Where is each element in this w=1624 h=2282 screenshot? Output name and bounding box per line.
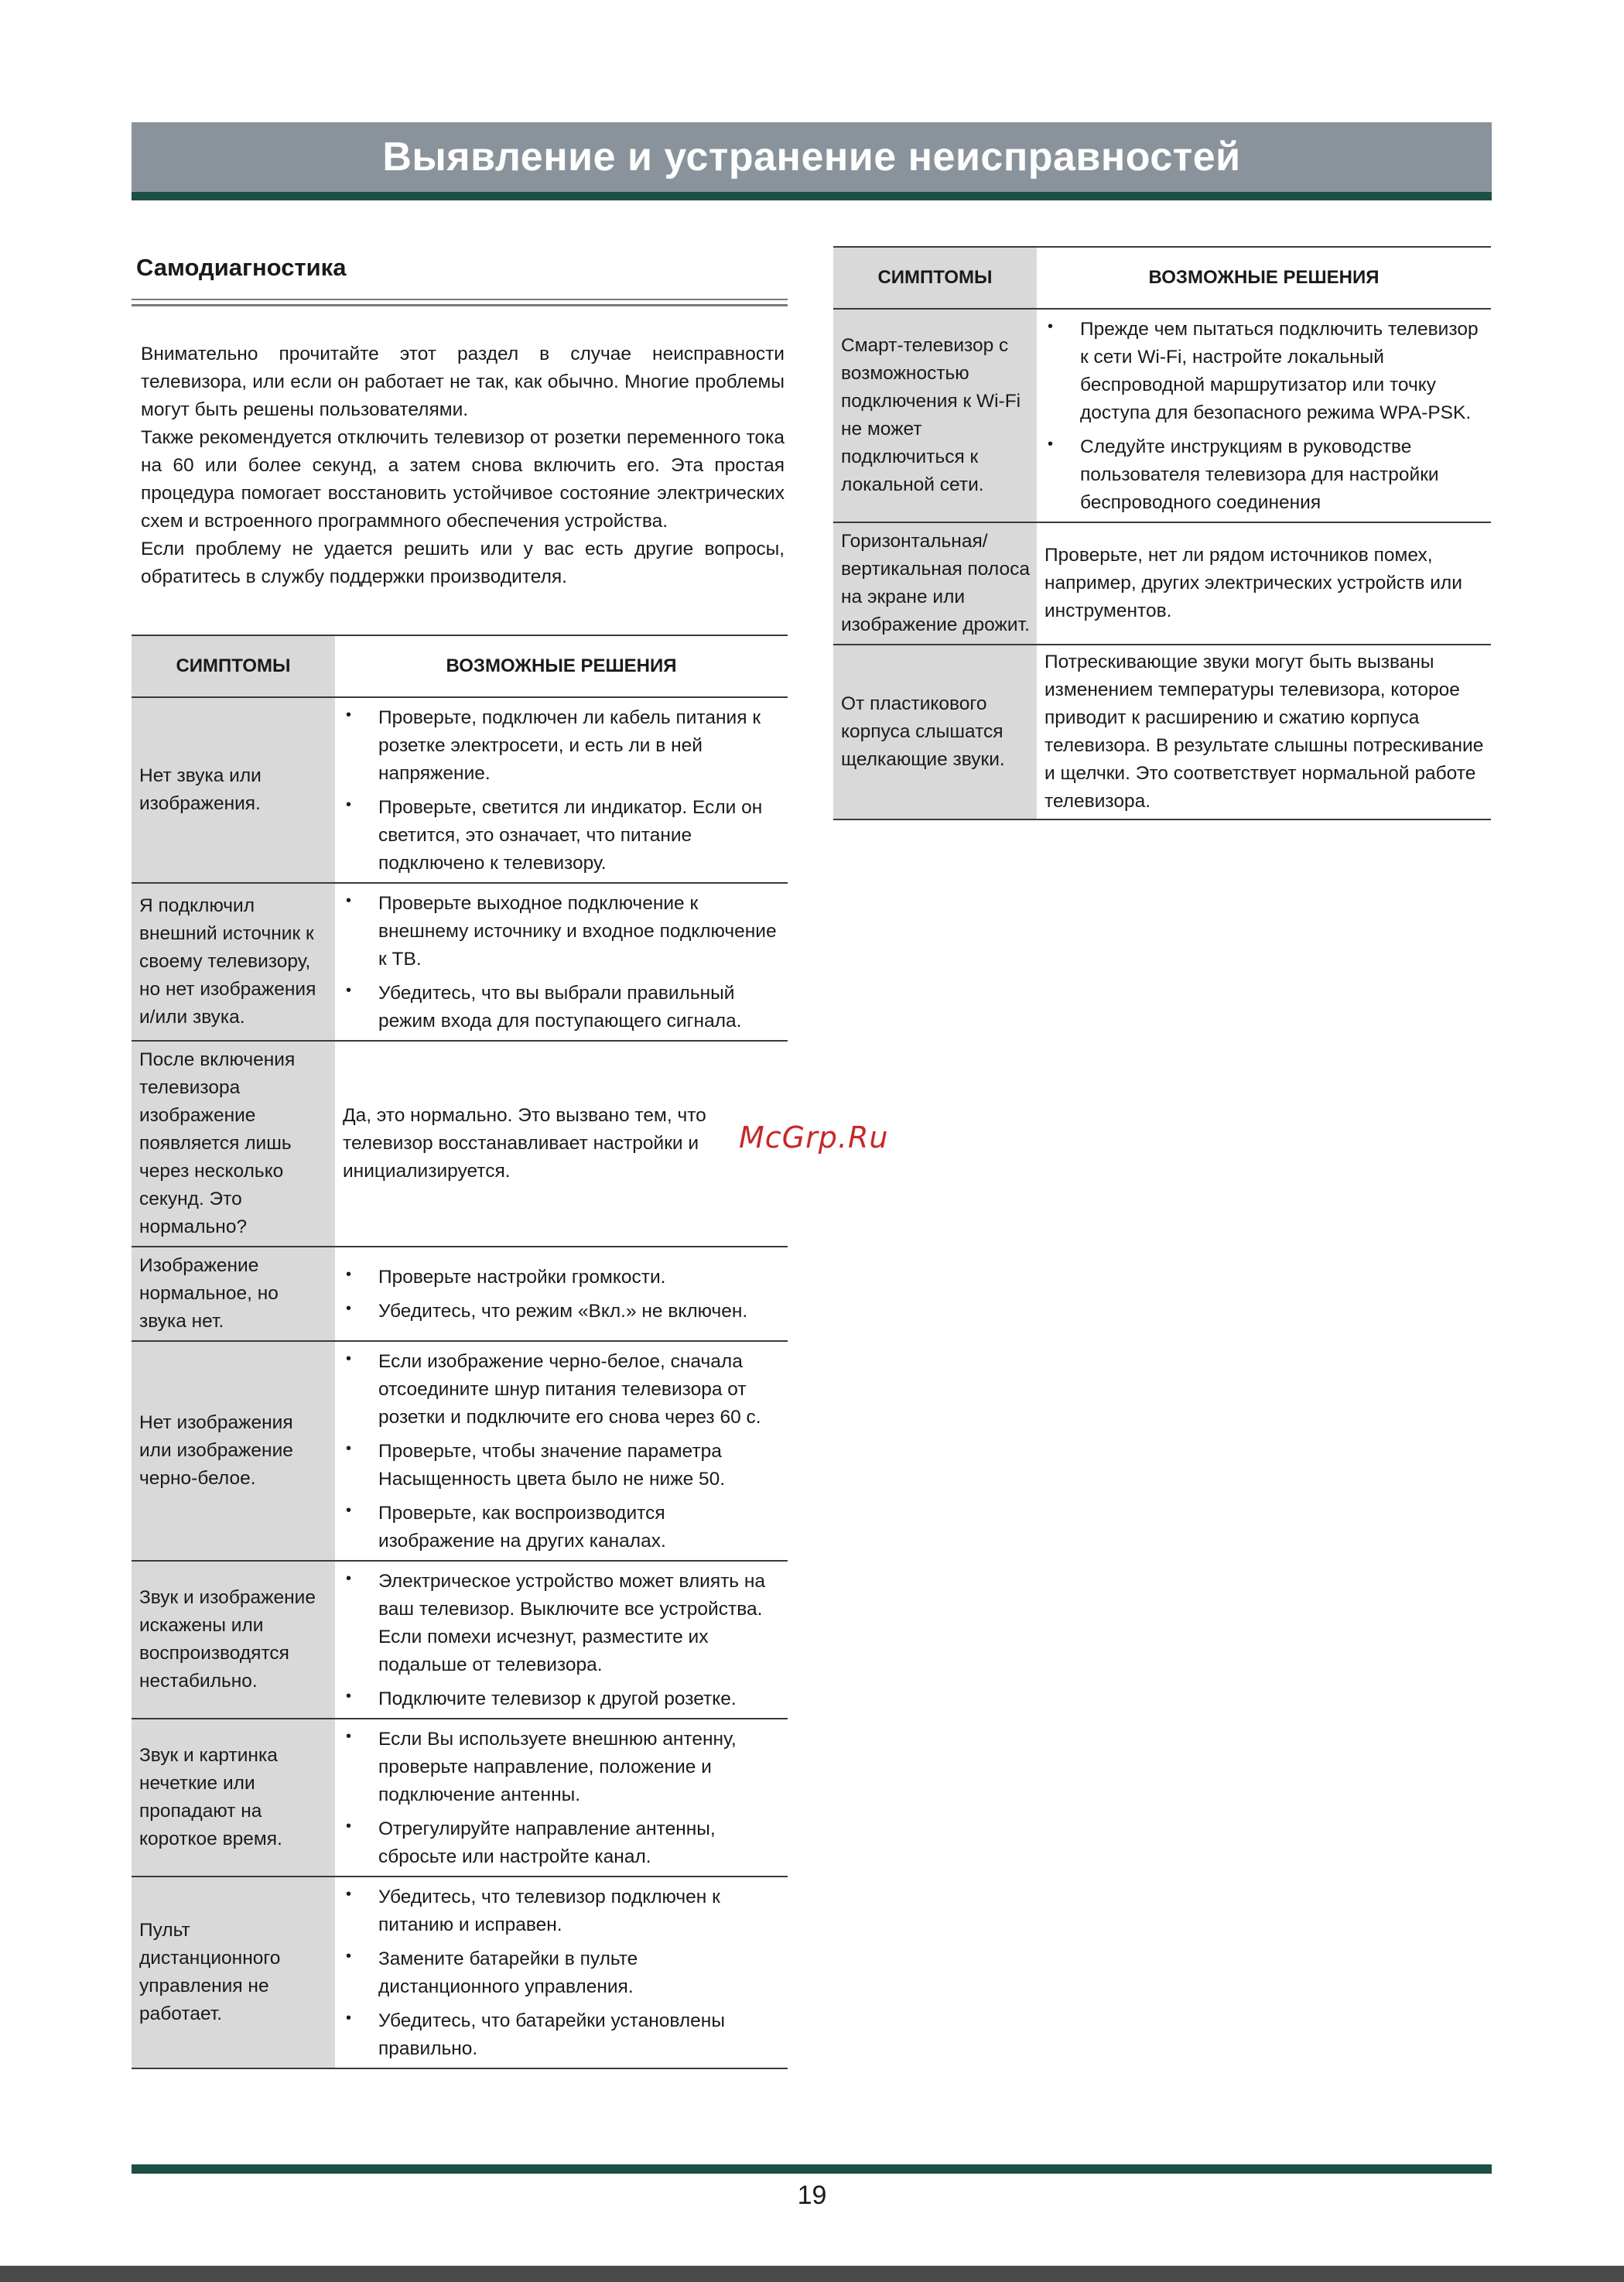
symptom-cell: Я подключил внешний источник к своему телевизору, но нет изображения и/или звука.	[132, 883, 335, 1041]
solution-item: • Проверьте, подключен ли кабель питания к розетке электросети, и есть ли в ней напряжение.	[343, 704, 781, 788]
solution-item: • Проверьте, чтобы значение параметра Насыщенность цвета было не ниже 50.	[343, 1438, 781, 1493]
solution-cell	[335, 1041, 788, 1247]
footer-rule	[132, 2164, 1492, 2174]
symptom-cell: От пластикового корпуса слышатся щелкающие звуки.	[833, 645, 1037, 819]
table-row	[833, 309, 1491, 522]
table-row	[132, 1561, 788, 1719]
header-solutions: ВОЗМОЖНЫЕ РЕШЕНИЯ	[1037, 247, 1491, 309]
left-column	[132, 246, 788, 2069]
solution-text: Проверьте, нет ли рядом источников помех, например, других электрических устройств или инструментов.	[1044, 545, 1462, 621]
header-solutions: ВОЗМОЖНЫЕ РЕШЕНИЯ	[335, 635, 788, 697]
symptom-cell: После включения телевизора изображение появляется лишь через несколько секунд. Это нормально?	[132, 1041, 335, 1247]
solution-cell	[1037, 309, 1491, 522]
table-row	[132, 1719, 788, 1877]
symptom-cell: Нет изображения или изображение черно-белое.	[132, 1341, 335, 1561]
section-divider	[132, 299, 788, 306]
solution-cell	[1037, 522, 1491, 645]
table-row	[132, 1341, 788, 1561]
solution-list	[343, 1726, 781, 1871]
symptom-cell: Звук и изображение искажены или воспроизводятся нестабильно.	[132, 1561, 335, 1719]
solution-item: • Проверьте, светится ли индикатор. Если он светится, это означает, что питание подключено к телевизору.	[343, 794, 781, 878]
solution-item: • Проверьте настройки громкости.	[343, 1264, 781, 1292]
solution-list	[343, 1883, 781, 2063]
symptom-cell: Смарт-телевизор с возможностью подключения к Wi-Fi не может подключиться к локальной сети.	[833, 309, 1037, 522]
solution-cell	[1037, 645, 1491, 819]
intro-paragraph: Также рекомендуется отключить телевизор от розетки переменного тока на 60 или более секунд, а затем снова включить его. Эта простая процедура помогает восстановить устойчивое состояние электрических схем и встроенного программного обеспечения устройства.	[141, 427, 785, 532]
header-banner	[132, 122, 1492, 200]
page-title: Выявление и устранение неисправностей	[382, 135, 1241, 180]
solution-item: • Следуйте инструкциям в руководстве пользователя телевизора для настройки беспроводного соединения	[1044, 433, 1485, 517]
table-row	[132, 883, 788, 1041]
solution-cell	[335, 1561, 788, 1719]
table-row	[833, 645, 1491, 819]
solution-text: Да, это нормально. Это вызвано тем, что телевизор восстанавливает настройки и инициализируется.	[343, 1105, 706, 1182]
table-row	[132, 1247, 788, 1341]
solution-item: • Убедитесь, что телевизор подключен к питанию и исправен.	[343, 1883, 781, 1939]
solution-cell	[335, 1719, 788, 1877]
solution-list	[343, 704, 781, 878]
table-row	[132, 1877, 788, 2068]
solution-list	[343, 1568, 781, 1713]
solution-item: • Проверьте, как воспроизводится изображение на других каналах.	[343, 1500, 781, 1555]
troubleshooting-table-right	[833, 246, 1491, 820]
section-title: Самодиагностика	[136, 254, 347, 281]
solution-item: • Прежде чем пытаться подключить телевизор к сети Wi-Fi, настройте локальный беспроводной маршрутизатор или точку доступа для безопасного режима WPA-PSK.	[1044, 316, 1485, 427]
symptom-cell: Звук и картинка нечеткие или пропадают на короткое время.	[132, 1719, 335, 1877]
symptom-cell: Горизонтальная/ вертикальная полоса на экране или изображение дрожит.	[833, 522, 1037, 645]
symptom-cell: Изображение нормальное, но звука нет.	[132, 1247, 335, 1341]
solution-cell	[335, 1247, 788, 1341]
bottom-strip	[0, 2266, 1624, 2282]
solution-item: • Убедитесь, что вы выбрали правильный режим входа для поступающего сигнала.	[343, 980, 781, 1035]
solution-list	[1044, 316, 1485, 517]
table-header-row	[132, 635, 788, 697]
header-symptoms: СИМПТОМЫ	[132, 635, 335, 697]
table-row	[132, 697, 788, 883]
solution-item: • Если изображение черно-белое, сначала отсоедините шнур питания телевизора от розетки и подключите его снова через 60 с.	[343, 1348, 781, 1432]
solution-item: • Проверьте выходное подключение к внешнему источнику и входное подключение к ТВ.	[343, 890, 781, 973]
solution-list	[343, 890, 781, 1035]
troubleshooting-table-left	[132, 635, 788, 2069]
solution-item: • Отрегулируйте направление антенны, сбросьте или настройте канал.	[343, 1815, 781, 1871]
table-row	[833, 522, 1491, 645]
solution-text: Потрескивающие звуки могут быть вызваны изменением температуры телевизора, которое приводит к расширению и сжатию корпуса телевизора. В результате слышны потрескивание и щелчки. Это соответствует нормальной работе телевизора.	[1044, 652, 1484, 812]
solution-cell	[335, 883, 788, 1041]
intro-text	[141, 340, 785, 591]
symptom-cell: Пульт дистанционного управления не работает.	[132, 1877, 335, 2068]
page-number: 19	[797, 2181, 827, 2210]
intro-paragraph: Если проблему не удается решить или у вас есть другие вопросы, обратитесь в службу поддержки производителя.	[141, 539, 785, 587]
solution-list	[343, 1348, 781, 1555]
table-header-row	[833, 247, 1491, 309]
solution-cell	[335, 1341, 788, 1561]
solution-item: • Электрическое устройство может влиять на ваш телевизор. Выключите все устройства. Если помехи исчезнут, разместите их подальше от телевизора.	[343, 1568, 781, 1679]
symptom-cell: Нет звука или изображения.	[132, 697, 335, 883]
header-symptoms: СИМПТОМЫ	[833, 247, 1037, 309]
right-column	[833, 246, 1491, 820]
watermark: McGrp.Ru	[739, 1120, 889, 1155]
solution-item: • Замените батарейки в пульте дистанционного управления.	[343, 1945, 781, 2001]
solution-cell	[335, 697, 788, 883]
solution-item: • Убедитесь, что батарейки установлены правильно.	[343, 2007, 781, 2063]
solution-list	[343, 1264, 781, 1326]
solution-cell	[335, 1877, 788, 2068]
solution-item: • Если Вы используете внешнюю антенну, проверьте направление, положение и подключение антенны.	[343, 1726, 781, 1809]
solution-item: • Убедитесь, что режим «Вкл.» не включен.	[343, 1298, 781, 1326]
intro-paragraph: Внимательно прочитайте этот раздел в случае неисправности телевизора, или если он работает не так, как обычно. Многие проблемы могут быть решены пользователями.	[141, 344, 785, 420]
solution-item: • Подключите телевизор к другой розетке.	[343, 1685, 781, 1713]
table-row	[132, 1041, 788, 1247]
